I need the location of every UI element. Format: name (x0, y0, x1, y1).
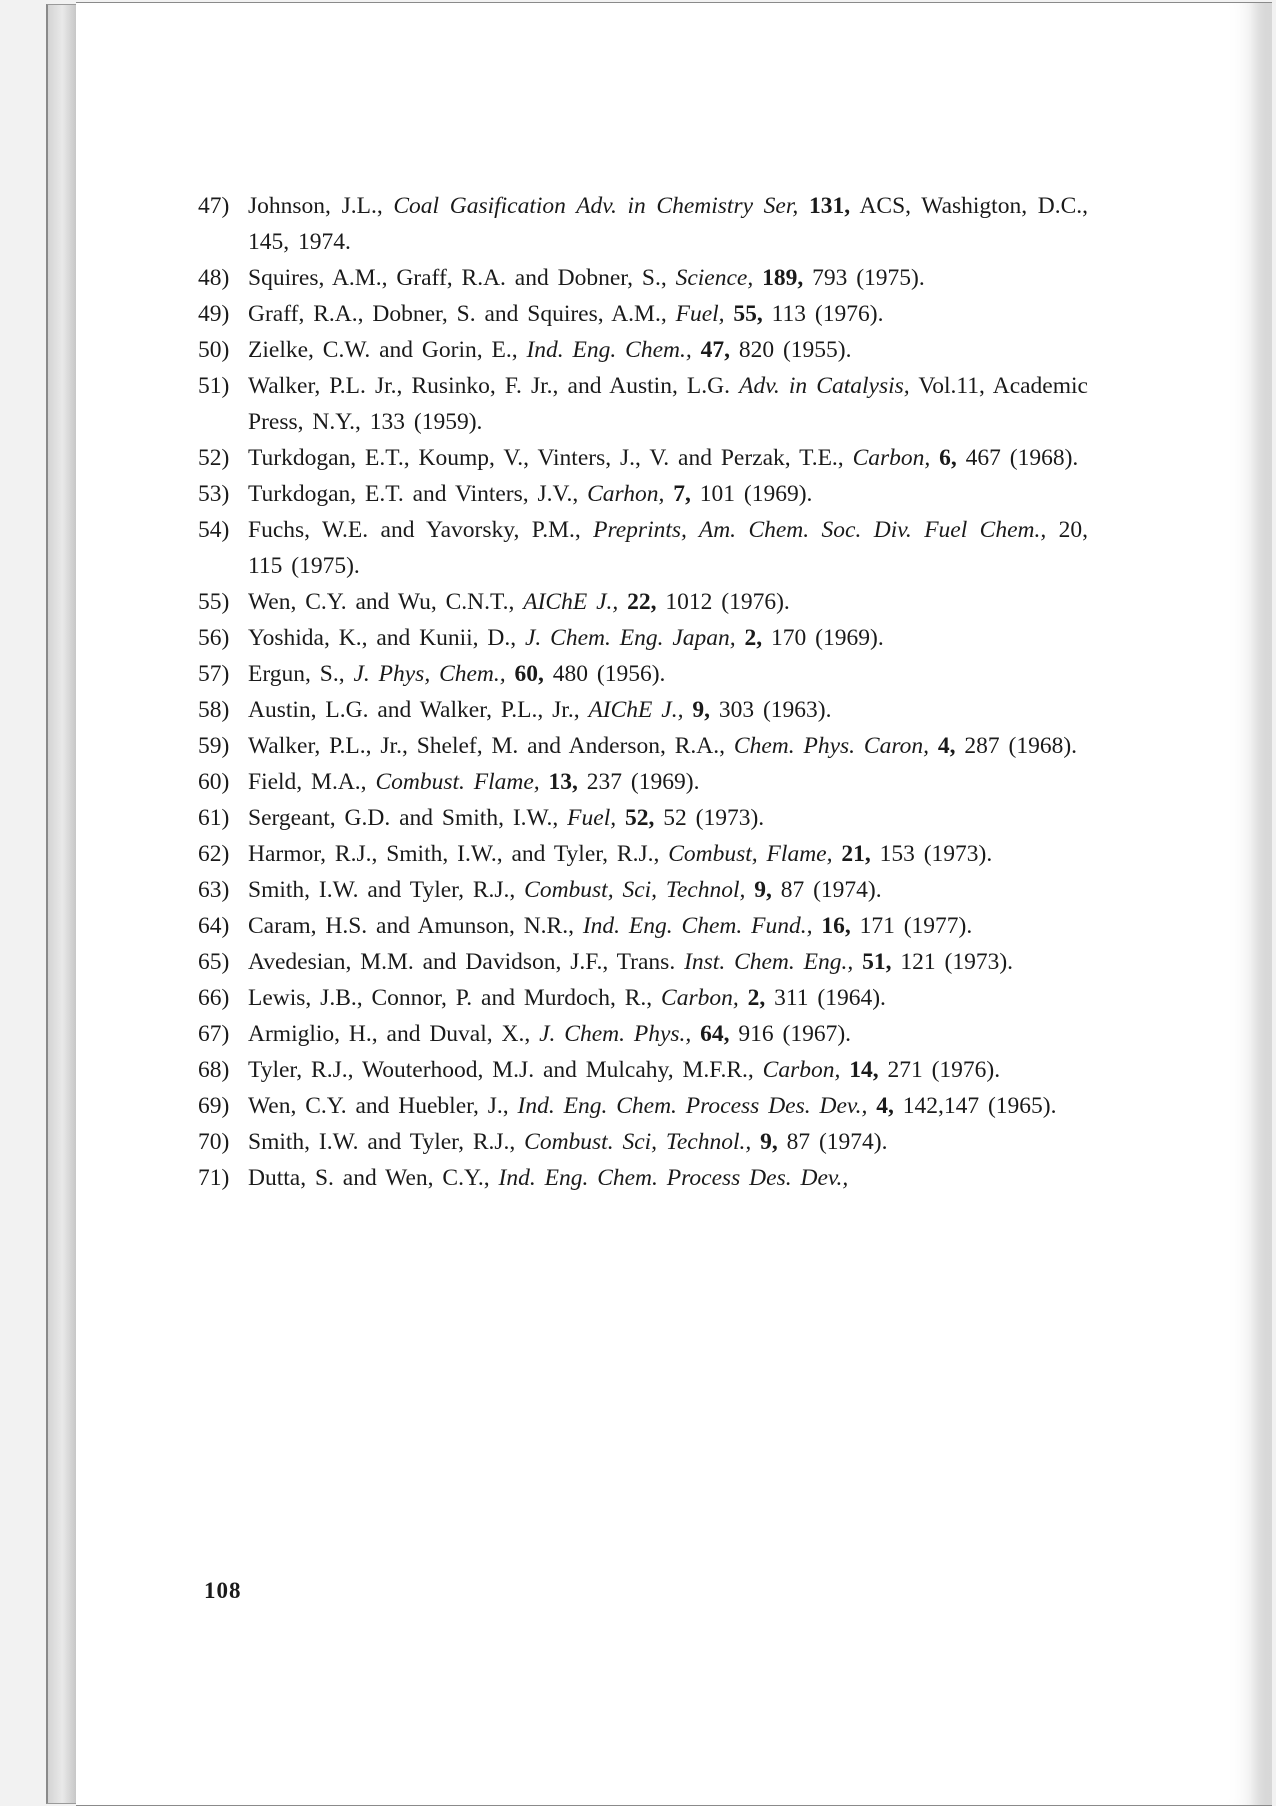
journal-title: J. Chem. Phys., (539, 1021, 692, 1047)
reference-number: 59) (198, 733, 230, 759)
citation-text (506, 661, 515, 687)
citation-text: Turkdogan, E.T. and Vinters, J.V., (248, 481, 588, 507)
citation-text (739, 985, 748, 1011)
reference-number: 64) (198, 913, 230, 939)
journal-title: Coal Gasification Adv. in Chemistry Ser, (393, 193, 799, 219)
reference-item (198, 296, 1088, 332)
citation-text: 1012 (1976). (656, 589, 790, 615)
reference-item (198, 692, 1088, 728)
reference-item (198, 800, 1088, 836)
journal-title: Combust. Flame, (375, 769, 540, 795)
citation-text: Smith, I.W. and Tyler, R.J., (248, 1129, 525, 1155)
citation-text (867, 1093, 876, 1119)
journal-title: Carbon, (852, 445, 931, 471)
citation-text (691, 1021, 700, 1047)
volume-number: 6, (939, 445, 957, 471)
citation-text (618, 589, 627, 615)
volume-number: 51, (862, 949, 892, 975)
reference-number: 63) (198, 877, 230, 903)
citation-text: 170 (1969). (762, 625, 884, 651)
citation-text (832, 841, 841, 867)
volume-number: 16, (821, 913, 851, 939)
reference-number: 48) (198, 265, 230, 291)
reference-number: 53) (198, 481, 230, 507)
reference-number: 47) (198, 193, 230, 219)
citation-text: 793 (1975). (803, 265, 925, 291)
reference-list (198, 188, 1088, 1196)
citation-text: Walker, P.L., Jr., Shelef, M. and Anderson, R.A., (248, 733, 734, 759)
citation-text: 271 (1976). (878, 1057, 1001, 1083)
citation-text (664, 481, 673, 507)
reference-number: 58) (198, 697, 230, 723)
citation-text: Wen, C.Y. and Wu, C.N.T., (248, 589, 524, 615)
page-gutter-shadow (1250, 3, 1272, 1805)
citation-text (540, 769, 549, 795)
citation-text (798, 193, 809, 219)
reference-number: 51) (198, 373, 230, 399)
reference-number: 66) (198, 985, 230, 1011)
reference-item (198, 332, 1088, 368)
citation-text: Graff, R.A., Dobner, S. and Squires, A.M., (248, 301, 676, 327)
citation-text: Walker, P.L. Jr., Rusinko, F. Jr., and Austin, L.G. (248, 373, 740, 399)
reference-item (198, 980, 1088, 1016)
volume-number: 22, (627, 589, 657, 615)
reference-number: 55) (198, 589, 230, 615)
citation-text: Avedesian, M.M. and Davidson, J.F., Trans. (248, 949, 685, 975)
journal-title: Ind. Eng. Chem., (526, 337, 692, 363)
reference-item (198, 476, 1088, 512)
citation-text: 142,147 (1965). (893, 1093, 1057, 1119)
citation-text: ACS, Washigton, D.C., 145, 1974. (248, 193, 1089, 255)
journal-title: Combust, Sci, Technol, (524, 877, 746, 903)
journal-title: AIChE J., (588, 697, 684, 723)
citation-text: Lewis, J.B., Connor, P. and Murdoch, R., (248, 985, 662, 1011)
volume-number: 9, (692, 697, 710, 723)
journal-title: J. Chem. Eng. Japan, (525, 625, 736, 651)
reference-item (198, 584, 1088, 620)
citation-text: 916 (1967). (729, 1021, 852, 1047)
volume-number: 4, (876, 1093, 894, 1119)
citation-text (853, 949, 862, 975)
citation-text (616, 805, 625, 831)
journal-title: Ind. Eng. Chem. Fund., (582, 913, 813, 939)
journal-title: Inst. Chem. Eng., (684, 949, 854, 975)
reference-number: 49) (198, 301, 230, 327)
reference-number: 62) (198, 841, 230, 867)
citation-text (683, 697, 692, 723)
volume-number: 47, (700, 337, 730, 363)
journal-title: Adv. in Catalysis, (739, 373, 910, 399)
volume-number: 4, (937, 733, 956, 759)
reference-item (198, 908, 1088, 944)
citation-text: Wen, C.Y. and Huebler, J., (248, 1093, 518, 1119)
volume-number: 9, (760, 1129, 778, 1155)
reference-number: 65) (198, 949, 230, 975)
journal-title: Fuel, (567, 805, 617, 831)
volume-number: 60, (514, 661, 544, 687)
reference-item (198, 1088, 1088, 1124)
citation-text: Ergun, S., (248, 661, 354, 687)
citation-text: Harmor, R.J., Smith, I.W., and Tyler, R.J., (248, 841, 669, 867)
journal-title: Ind. Eng. Chem. Process Des. Dev., (517, 1093, 868, 1119)
citation-text: Caram, H.S. and Amunson, N.R., (248, 913, 583, 939)
reference-number: 61) (198, 805, 230, 831)
journal-title: Carbon, (762, 1057, 841, 1083)
reference-item (198, 656, 1088, 692)
reference-number: 57) (198, 661, 230, 687)
reference-number: 67) (198, 1021, 230, 1047)
citation-text: 101 (1969). (690, 481, 813, 507)
reference-number: 71) (198, 1165, 230, 1191)
volume-number: 2, (744, 625, 763, 651)
journal-title: J. Phys, Chem., (353, 661, 506, 687)
reference-item (198, 872, 1088, 908)
reference-item (198, 1124, 1088, 1160)
citation-text: 480 (1956). (543, 661, 666, 687)
book-page-edge (46, 4, 80, 1804)
reference-number: 68) (198, 1057, 230, 1083)
citation-text: 87 (1974). (777, 1129, 888, 1155)
journal-title: Carhon, (587, 481, 665, 507)
reference-item (198, 188, 1088, 260)
journal-title: Chem. Phys. Caron, (733, 733, 929, 759)
reference-item (198, 1160, 1088, 1196)
reference-item (198, 944, 1088, 980)
citation-text: Tyler, R.J., Wouterhood, M.J. and Mulcahy, M.F.R., (248, 1057, 763, 1083)
reference-number: 56) (198, 625, 230, 651)
citation-text (692, 337, 701, 363)
citation-text (840, 1057, 849, 1083)
citation-text: Yoshida, K., and Kunii, D., (248, 625, 525, 651)
citation-text: Vol.11, Academic Press, N.Y., 133 (1959). (248, 373, 1088, 435)
citation-text: Squires, A.M., Graff, R.A. and Dobner, S., (248, 265, 676, 291)
citation-text: Zielke, C.W. and Gorin, E., (248, 337, 527, 363)
journal-title: AIChE J., (523, 589, 619, 615)
citation-text: Fuchs, W.E. and Yavorsky, P.M., (248, 517, 594, 543)
citation-text: Johnson, J.L., (248, 193, 394, 219)
volume-number: 13, (548, 769, 578, 795)
citation-text: 153 (1973). (870, 841, 993, 867)
volume-number: 55, (733, 301, 763, 327)
volume-number: 131, (808, 193, 851, 219)
citation-text: Turkdogan, E.T., Koump, V., Vinters, J., V. and Perzak, T.E., (248, 445, 853, 471)
journal-title: Combust. Sci, Technol., (524, 1129, 752, 1155)
reference-number: 69) (198, 1093, 230, 1119)
reference-item (198, 764, 1088, 800)
citation-text: Armiglio, H., and Duval, X., (248, 1021, 540, 1047)
citation-text (753, 265, 762, 291)
reference-item (198, 440, 1088, 476)
volume-number: 9, (754, 877, 772, 903)
citation-text: 20, 115 (1975). (248, 517, 1089, 579)
reference-number: 54) (198, 517, 230, 543)
reference-number: 60) (198, 769, 230, 795)
reference-item (198, 1016, 1088, 1052)
journal-title: Preprints, Am. Chem. Soc. Div. Fuel Chem., (593, 517, 1047, 543)
reference-item (198, 1052, 1088, 1088)
citation-text: 303 (1963). (709, 697, 832, 723)
citation-text: 287 (1968). (955, 733, 1078, 759)
citation-text (930, 445, 939, 471)
citation-text (736, 625, 745, 651)
citation-text (751, 1129, 760, 1155)
citation-text: Sergeant, G.D. and Smith, I.W., (248, 805, 568, 831)
reference-item (198, 728, 1088, 764)
volume-number: 14, (849, 1057, 879, 1083)
citation-text: 820 (1955). (729, 337, 852, 363)
volume-number: 189, (762, 265, 804, 291)
reference-item (198, 620, 1088, 656)
citation-text: 171 (1977). (850, 913, 973, 939)
volume-number: 7, (673, 481, 691, 507)
page-number: 108 (204, 1578, 242, 1603)
journal-title: Carbon, (661, 985, 739, 1011)
volume-number: 21, (841, 841, 871, 867)
reference-item (198, 260, 1088, 296)
reference-item (198, 368, 1088, 440)
reference-item (198, 836, 1088, 872)
citation-text: 121 (1973). (891, 949, 1014, 975)
journal-title: Ind. Eng. Chem. Process Des. Dev., (498, 1165, 849, 1191)
volume-number: 64, (700, 1021, 730, 1047)
reference-number: 70) (198, 1129, 230, 1155)
citation-text: 311 (1964). (765, 985, 886, 1011)
journal-title: Combust, Flame, (668, 841, 833, 867)
reference-number: 50) (198, 337, 230, 363)
volume-number: 52, (625, 805, 655, 831)
citation-text: Dutta, S. and Wen, C.Y., (248, 1165, 499, 1191)
reference-item (198, 512, 1088, 584)
citation-text (929, 733, 938, 759)
citation-text (745, 877, 754, 903)
reference-number: 52) (198, 445, 230, 471)
citation-text: Field, M.A., (248, 769, 376, 795)
citation-text: 52 (1973). (654, 805, 765, 831)
journal-title: Fuel, (675, 301, 725, 327)
citation-text: 467 (1968). (956, 445, 1079, 471)
citation-text: Austin, L.G. and Walker, P.L., Jr., (248, 697, 589, 723)
citation-text: 113 (1976). (762, 301, 884, 327)
citation-text: 237 (1969). (577, 769, 700, 795)
citation-text: Smith, I.W. and Tyler, R.J., (248, 877, 525, 903)
citation-text: 87 (1974). (771, 877, 882, 903)
journal-title: Science, (675, 265, 754, 291)
volume-number: 2, (747, 985, 766, 1011)
